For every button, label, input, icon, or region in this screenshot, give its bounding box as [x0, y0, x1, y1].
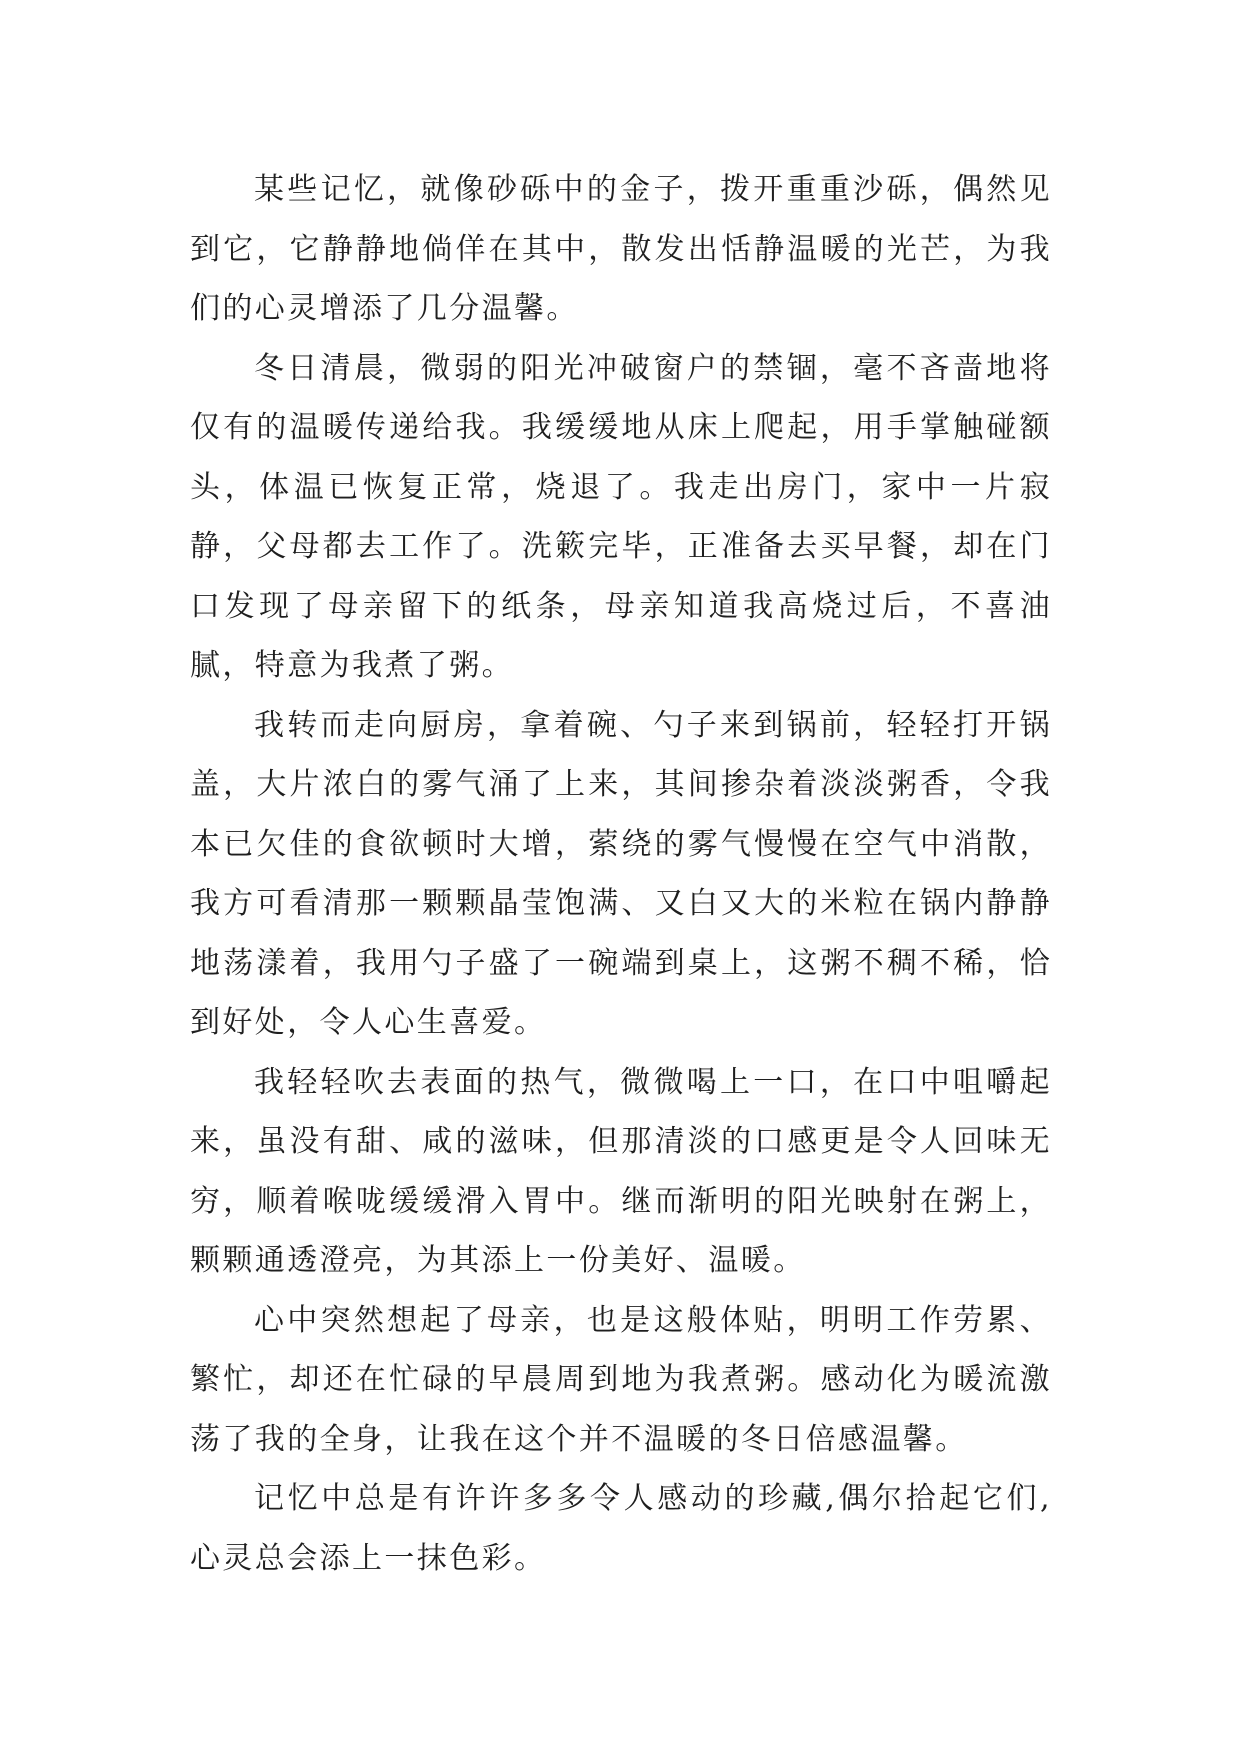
paragraph-6: 记忆中总是有许许多多令人感动的珍藏,偶尔拾起它们,心灵总会添上一抹色彩。 — [190, 1481, 1052, 1576]
paragraph-5: 心中突然想起了母亲，也是这般体贴，明明工作劳累、繁忙，却还在忙碌的早晨周到地为我煮粥。感动化为暖流激荡了我的全身，让我在这个并不温暖的冬日倍感温馨。 — [190, 1302, 1052, 1457]
paragraph-3: 我转而走向厨房，拿着碗、勺子来到锅前，轻轻打开锅盖，大片浓白的雾气涌了上来，其间掺杂着淡淡粥香，令我本已欠佳的食欲顿时大增，萦绕的雾气慢慢在空气中消散，我方可看清那一颗颗晶莹饱满、又白又大的米粒在锅内静静地荡漾着，我用勺子盛了一碗端到桌上，这粥不稠不稀，恰到好处，令人心生喜爱。 — [190, 707, 1052, 1040]
paragraph-1: 某些记忆，就像砂砾中的金子，拨开重重沙砾，偶然见到它，它静静地倘佯在其中，散发出恬静温暖的光芒，为我们的心灵增添了几分温馨。 — [190, 172, 1052, 326]
paragraph-4: 我轻轻吹去表面的热气，微微喝上一口，在口中咀嚼起来，虽没有甜、咸的滋味，但那清淡的口感更是令人回味无穷，顺着喉咙缓缓滑入胃中。继而渐明的阳光映射在粥上，颗颗通透澄亮，为其添上一份美好、温暖。 — [190, 1064, 1052, 1278]
paragraph-2: 冬日清晨，微弱的阳光冲破窗户的禁锢，毫不吝啬地将仅有的温暖传递给我。我缓缓地从床上爬起，用手掌触碰额头，体温已恢复正常，烧退了。我走出房门，家中一片寂静，父母都去工作了。洗簌完毕，正准备去买早餐，却在门口发现了母亲留下的纸条，母亲知道我高烧过后，不喜油腻，特意为我煮了粥。 — [190, 350, 1052, 683]
essay-body — [190, 160, 1052, 1588]
